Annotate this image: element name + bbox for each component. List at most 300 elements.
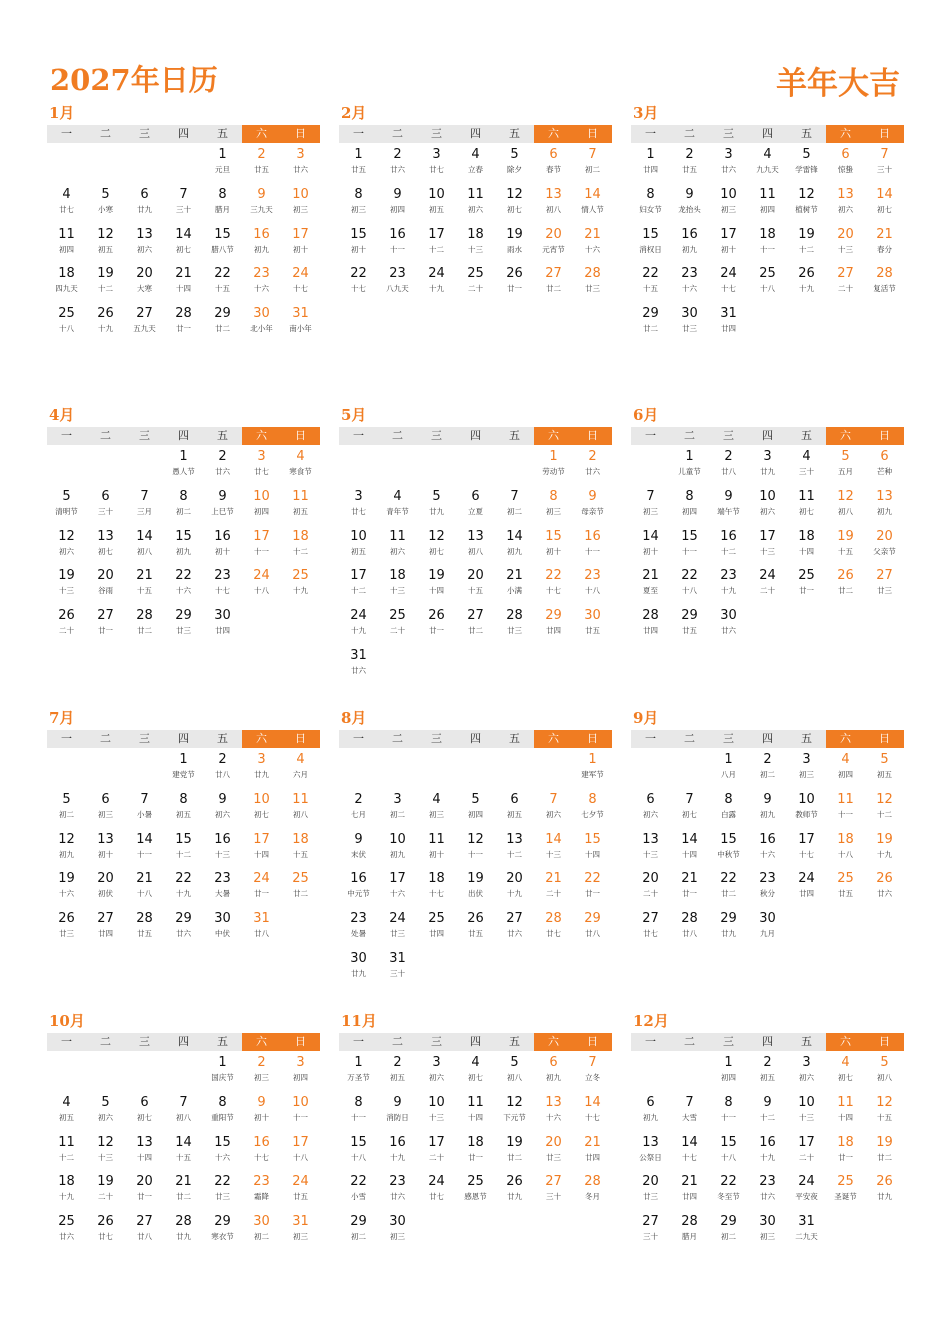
day-cell[interactable] (281, 262, 320, 302)
day-cell[interactable] (339, 525, 378, 565)
day-cell[interactable] (670, 1210, 709, 1250)
day-cell[interactable] (86, 867, 125, 907)
day-cell[interactable] (748, 445, 787, 485)
day-cell[interactable] (787, 788, 826, 828)
day-cell[interactable] (125, 1170, 164, 1210)
day-cell[interactable] (670, 143, 709, 183)
day-cell[interactable] (281, 1091, 320, 1131)
day-cell[interactable] (86, 1210, 125, 1250)
day-cell[interactable] (281, 1170, 320, 1210)
day-cell[interactable] (748, 183, 787, 223)
day-cell[interactable] (339, 1170, 378, 1210)
day-cell[interactable] (203, 525, 242, 565)
day-cell[interactable] (456, 907, 495, 947)
day-cell[interactable] (631, 907, 670, 947)
day-cell[interactable] (631, 262, 670, 302)
day-cell[interactable] (47, 262, 86, 302)
day-cell[interactable] (281, 485, 320, 525)
day-cell[interactable] (125, 867, 164, 907)
day-cell[interactable] (709, 1091, 748, 1131)
day-cell[interactable] (534, 183, 573, 223)
day-cell[interactable] (339, 223, 378, 263)
day-cell[interactable] (339, 262, 378, 302)
day-cell[interactable] (709, 445, 748, 485)
day-cell[interactable] (670, 564, 709, 604)
day-cell[interactable] (164, 525, 203, 565)
day-cell[interactable] (47, 302, 86, 342)
day-cell[interactable] (573, 143, 612, 183)
day-cell[interactable] (242, 485, 281, 525)
day-cell[interactable] (203, 1210, 242, 1250)
day-cell[interactable] (281, 302, 320, 342)
day-cell[interactable] (47, 1091, 86, 1131)
day-cell[interactable] (242, 302, 281, 342)
day-cell[interactable] (573, 748, 612, 788)
day-cell[interactable] (787, 183, 826, 223)
day-cell[interactable] (631, 223, 670, 263)
day-cell[interactable] (378, 947, 417, 987)
day-cell[interactable] (242, 525, 281, 565)
day-cell[interactable] (339, 1210, 378, 1250)
day-cell[interactable] (417, 564, 456, 604)
day-cell[interactable] (748, 1091, 787, 1131)
day-cell[interactable] (86, 564, 125, 604)
day-cell[interactable] (125, 223, 164, 263)
day-cell[interactable] (125, 485, 164, 525)
day-cell[interactable] (281, 183, 320, 223)
day-cell[interactable] (47, 183, 86, 223)
day-cell[interactable] (281, 867, 320, 907)
day-cell[interactable] (378, 183, 417, 223)
day-cell[interactable] (748, 788, 787, 828)
day-cell[interactable] (281, 223, 320, 263)
day-cell[interactable] (709, 604, 748, 644)
day-cell[interactable] (339, 485, 378, 525)
day-cell[interactable] (709, 302, 748, 342)
day-cell[interactable] (573, 1170, 612, 1210)
day-cell[interactable] (534, 828, 573, 868)
day-cell[interactable] (495, 1131, 534, 1171)
day-cell[interactable] (631, 485, 670, 525)
day-cell[interactable] (417, 1051, 456, 1091)
day-cell[interactable] (534, 485, 573, 525)
day-cell[interactable] (573, 604, 612, 644)
day-cell[interactable] (47, 907, 86, 947)
day-cell[interactable] (86, 1131, 125, 1171)
day-cell[interactable] (709, 828, 748, 868)
day-cell[interactable] (670, 302, 709, 342)
day-cell[interactable] (242, 748, 281, 788)
day-cell[interactable] (787, 445, 826, 485)
day-cell[interactable] (865, 485, 904, 525)
day-cell[interactable] (417, 828, 456, 868)
day-cell[interactable] (826, 748, 865, 788)
day-cell[interactable] (573, 1051, 612, 1091)
day-cell[interactable] (456, 183, 495, 223)
day-cell[interactable] (378, 604, 417, 644)
day-cell[interactable] (417, 143, 456, 183)
day-cell[interactable] (865, 223, 904, 263)
day-cell[interactable] (339, 183, 378, 223)
day-cell[interactable] (573, 788, 612, 828)
day-cell[interactable] (573, 828, 612, 868)
day-cell[interactable] (86, 828, 125, 868)
day-cell[interactable] (417, 223, 456, 263)
day-cell[interactable] (164, 183, 203, 223)
day-cell[interactable] (670, 183, 709, 223)
day-cell[interactable] (748, 525, 787, 565)
day-cell[interactable] (670, 223, 709, 263)
day-cell[interactable] (865, 788, 904, 828)
day-cell[interactable] (47, 1170, 86, 1210)
day-cell[interactable] (670, 907, 709, 947)
day-cell[interactable] (417, 183, 456, 223)
day-cell[interactable] (709, 748, 748, 788)
day-cell[interactable] (86, 1170, 125, 1210)
day-cell[interactable] (242, 1210, 281, 1250)
day-cell[interactable] (670, 1170, 709, 1210)
day-cell[interactable] (631, 302, 670, 342)
day-cell[interactable] (495, 1170, 534, 1210)
day-cell[interactable] (242, 1131, 281, 1171)
day-cell[interactable] (534, 223, 573, 263)
day-cell[interactable] (281, 445, 320, 485)
day-cell[interactable] (709, 1131, 748, 1171)
day-cell[interactable] (281, 828, 320, 868)
day-cell[interactable] (709, 262, 748, 302)
day-cell[interactable] (787, 525, 826, 565)
day-cell[interactable] (47, 564, 86, 604)
day-cell[interactable] (417, 604, 456, 644)
day-cell[interactable] (339, 1091, 378, 1131)
day-cell[interactable] (417, 262, 456, 302)
day-cell[interactable] (709, 867, 748, 907)
day-cell[interactable] (339, 788, 378, 828)
day-cell[interactable] (573, 564, 612, 604)
day-cell[interactable] (417, 485, 456, 525)
day-cell[interactable] (534, 907, 573, 947)
day-cell[interactable] (378, 828, 417, 868)
day-cell[interactable] (826, 1170, 865, 1210)
day-cell[interactable] (242, 1051, 281, 1091)
day-cell[interactable] (378, 143, 417, 183)
day-cell[interactable] (787, 143, 826, 183)
day-cell[interactable] (748, 262, 787, 302)
day-cell[interactable] (125, 604, 164, 644)
day-cell[interactable] (631, 788, 670, 828)
day-cell[interactable] (125, 1091, 164, 1131)
day-cell[interactable] (865, 525, 904, 565)
day-cell[interactable] (709, 525, 748, 565)
day-cell[interactable] (281, 748, 320, 788)
day-cell[interactable] (378, 1210, 417, 1250)
day-cell[interactable] (573, 867, 612, 907)
day-cell[interactable] (495, 604, 534, 644)
day-cell[interactable] (203, 907, 242, 947)
day-cell[interactable] (281, 564, 320, 604)
day-cell[interactable] (86, 485, 125, 525)
day-cell[interactable] (534, 564, 573, 604)
day-cell[interactable] (242, 262, 281, 302)
day-cell[interactable] (787, 1131, 826, 1171)
day-cell[interactable] (164, 867, 203, 907)
day-cell[interactable] (709, 223, 748, 263)
day-cell[interactable] (125, 1131, 164, 1171)
day-cell[interactable] (495, 485, 534, 525)
day-cell[interactable] (865, 1051, 904, 1091)
day-cell[interactable] (534, 1131, 573, 1171)
day-cell[interactable] (417, 907, 456, 947)
day-cell[interactable] (865, 143, 904, 183)
day-cell[interactable] (787, 1170, 826, 1210)
day-cell[interactable] (378, 223, 417, 263)
day-cell[interactable] (709, 1210, 748, 1250)
day-cell[interactable] (865, 1131, 904, 1171)
day-cell[interactable] (164, 1091, 203, 1131)
day-cell[interactable] (631, 525, 670, 565)
day-cell[interactable] (164, 748, 203, 788)
day-cell[interactable] (787, 1091, 826, 1131)
day-cell[interactable] (281, 788, 320, 828)
day-cell[interactable] (339, 1051, 378, 1091)
day-cell[interactable] (47, 1210, 86, 1250)
day-cell[interactable] (203, 564, 242, 604)
day-cell[interactable] (826, 828, 865, 868)
day-cell[interactable] (456, 1091, 495, 1131)
day-cell[interactable] (378, 1091, 417, 1131)
day-cell[interactable] (281, 1210, 320, 1250)
day-cell[interactable] (865, 1170, 904, 1210)
day-cell[interactable] (86, 788, 125, 828)
day-cell[interactable] (670, 788, 709, 828)
day-cell[interactable] (164, 1131, 203, 1171)
day-cell[interactable] (631, 564, 670, 604)
day-cell[interactable] (865, 1091, 904, 1131)
day-cell[interactable] (495, 525, 534, 565)
day-cell[interactable] (495, 867, 534, 907)
day-cell[interactable] (670, 485, 709, 525)
day-cell[interactable] (242, 183, 281, 223)
day-cell[interactable] (242, 143, 281, 183)
day-cell[interactable] (86, 604, 125, 644)
day-cell[interactable] (378, 788, 417, 828)
day-cell[interactable] (631, 143, 670, 183)
day-cell[interactable] (631, 867, 670, 907)
day-cell[interactable] (534, 1091, 573, 1131)
day-cell[interactable] (573, 485, 612, 525)
day-cell[interactable] (47, 525, 86, 565)
day-cell[interactable] (281, 1051, 320, 1091)
day-cell[interactable] (164, 1210, 203, 1250)
day-cell[interactable] (748, 867, 787, 907)
day-cell[interactable] (826, 564, 865, 604)
day-cell[interactable] (787, 867, 826, 907)
day-cell[interactable] (534, 445, 573, 485)
day-cell[interactable] (203, 1051, 242, 1091)
day-cell[interactable] (242, 828, 281, 868)
day-cell[interactable] (125, 828, 164, 868)
day-cell[interactable] (242, 907, 281, 947)
day-cell[interactable] (339, 143, 378, 183)
day-cell[interactable] (203, 1170, 242, 1210)
day-cell[interactable] (203, 223, 242, 263)
day-cell[interactable] (86, 183, 125, 223)
day-cell[interactable] (826, 183, 865, 223)
day-cell[interactable] (203, 183, 242, 223)
day-cell[interactable] (826, 788, 865, 828)
day-cell[interactable] (164, 788, 203, 828)
day-cell[interactable] (203, 262, 242, 302)
day-cell[interactable] (534, 867, 573, 907)
day-cell[interactable] (748, 564, 787, 604)
day-cell[interactable] (631, 828, 670, 868)
day-cell[interactable] (826, 1091, 865, 1131)
day-cell[interactable] (242, 788, 281, 828)
day-cell[interactable] (86, 525, 125, 565)
day-cell[interactable] (125, 183, 164, 223)
day-cell[interactable] (573, 445, 612, 485)
day-cell[interactable] (709, 1051, 748, 1091)
day-cell[interactable] (748, 1170, 787, 1210)
day-cell[interactable] (534, 788, 573, 828)
day-cell[interactable] (456, 1170, 495, 1210)
day-cell[interactable] (709, 143, 748, 183)
day-cell[interactable] (456, 828, 495, 868)
day-cell[interactable] (47, 828, 86, 868)
day-cell[interactable] (865, 828, 904, 868)
day-cell[interactable] (495, 788, 534, 828)
day-cell[interactable] (242, 867, 281, 907)
day-cell[interactable] (787, 1210, 826, 1250)
day-cell[interactable] (670, 867, 709, 907)
day-cell[interactable] (203, 143, 242, 183)
day-cell[interactable] (709, 183, 748, 223)
day-cell[interactable] (203, 828, 242, 868)
day-cell[interactable] (573, 525, 612, 565)
day-cell[interactable] (86, 302, 125, 342)
day-cell[interactable] (339, 644, 378, 684)
day-cell[interactable] (281, 143, 320, 183)
day-cell[interactable] (709, 788, 748, 828)
day-cell[interactable] (631, 183, 670, 223)
day-cell[interactable] (631, 604, 670, 644)
day-cell[interactable] (495, 1051, 534, 1091)
day-cell[interactable] (125, 302, 164, 342)
day-cell[interactable] (495, 1091, 534, 1131)
day-cell[interactable] (378, 525, 417, 565)
day-cell[interactable] (242, 1091, 281, 1131)
day-cell[interactable] (631, 1170, 670, 1210)
day-cell[interactable] (495, 828, 534, 868)
day-cell[interactable] (47, 1131, 86, 1171)
day-cell[interactable] (456, 788, 495, 828)
day-cell[interactable] (125, 907, 164, 947)
day-cell[interactable] (417, 1091, 456, 1131)
day-cell[interactable] (203, 445, 242, 485)
day-cell[interactable] (86, 1091, 125, 1131)
day-cell[interactable] (534, 1051, 573, 1091)
day-cell[interactable] (125, 564, 164, 604)
day-cell[interactable] (534, 1170, 573, 1210)
day-cell[interactable] (573, 223, 612, 263)
day-cell[interactable] (378, 485, 417, 525)
day-cell[interactable] (495, 262, 534, 302)
day-cell[interactable] (826, 1051, 865, 1091)
day-cell[interactable] (378, 867, 417, 907)
day-cell[interactable] (125, 525, 164, 565)
day-cell[interactable] (378, 1170, 417, 1210)
day-cell[interactable] (865, 262, 904, 302)
day-cell[interactable] (709, 1170, 748, 1210)
day-cell[interactable] (670, 828, 709, 868)
day-cell[interactable] (339, 828, 378, 868)
day-cell[interactable] (47, 867, 86, 907)
day-cell[interactable] (787, 262, 826, 302)
day-cell[interactable] (456, 262, 495, 302)
day-cell[interactable] (456, 143, 495, 183)
day-cell[interactable] (164, 1170, 203, 1210)
day-cell[interactable] (748, 748, 787, 788)
day-cell[interactable] (826, 485, 865, 525)
day-cell[interactable] (865, 867, 904, 907)
day-cell[interactable] (670, 604, 709, 644)
day-cell[interactable] (631, 1091, 670, 1131)
day-cell[interactable] (456, 604, 495, 644)
day-cell[interactable] (826, 143, 865, 183)
day-cell[interactable] (865, 564, 904, 604)
day-cell[interactable] (378, 262, 417, 302)
day-cell[interactable] (495, 143, 534, 183)
day-cell[interactable] (709, 564, 748, 604)
day-cell[interactable] (534, 525, 573, 565)
day-cell[interactable] (456, 867, 495, 907)
day-cell[interactable] (631, 1131, 670, 1171)
day-cell[interactable] (339, 564, 378, 604)
day-cell[interactable] (748, 907, 787, 947)
day-cell[interactable] (203, 1131, 242, 1171)
day-cell[interactable] (748, 223, 787, 263)
day-cell[interactable] (456, 564, 495, 604)
day-cell[interactable] (164, 302, 203, 342)
day-cell[interactable] (164, 485, 203, 525)
day-cell[interactable] (826, 1131, 865, 1171)
day-cell[interactable] (631, 1210, 670, 1250)
day-cell[interactable] (281, 525, 320, 565)
day-cell[interactable] (456, 223, 495, 263)
day-cell[interactable] (47, 604, 86, 644)
day-cell[interactable] (709, 485, 748, 525)
day-cell[interactable] (164, 828, 203, 868)
day-cell[interactable] (164, 445, 203, 485)
day-cell[interactable] (164, 907, 203, 947)
day-cell[interactable] (203, 748, 242, 788)
day-cell[interactable] (164, 604, 203, 644)
day-cell[interactable] (203, 867, 242, 907)
day-cell[interactable] (86, 223, 125, 263)
day-cell[interactable] (787, 485, 826, 525)
day-cell[interactable] (787, 223, 826, 263)
day-cell[interactable] (826, 867, 865, 907)
day-cell[interactable] (787, 828, 826, 868)
day-cell[interactable] (573, 1131, 612, 1171)
day-cell[interactable] (670, 1091, 709, 1131)
day-cell[interactable] (86, 907, 125, 947)
day-cell[interactable] (787, 1051, 826, 1091)
day-cell[interactable] (748, 1131, 787, 1171)
day-cell[interactable] (339, 947, 378, 987)
day-cell[interactable] (417, 788, 456, 828)
day-cell[interactable] (748, 1051, 787, 1091)
